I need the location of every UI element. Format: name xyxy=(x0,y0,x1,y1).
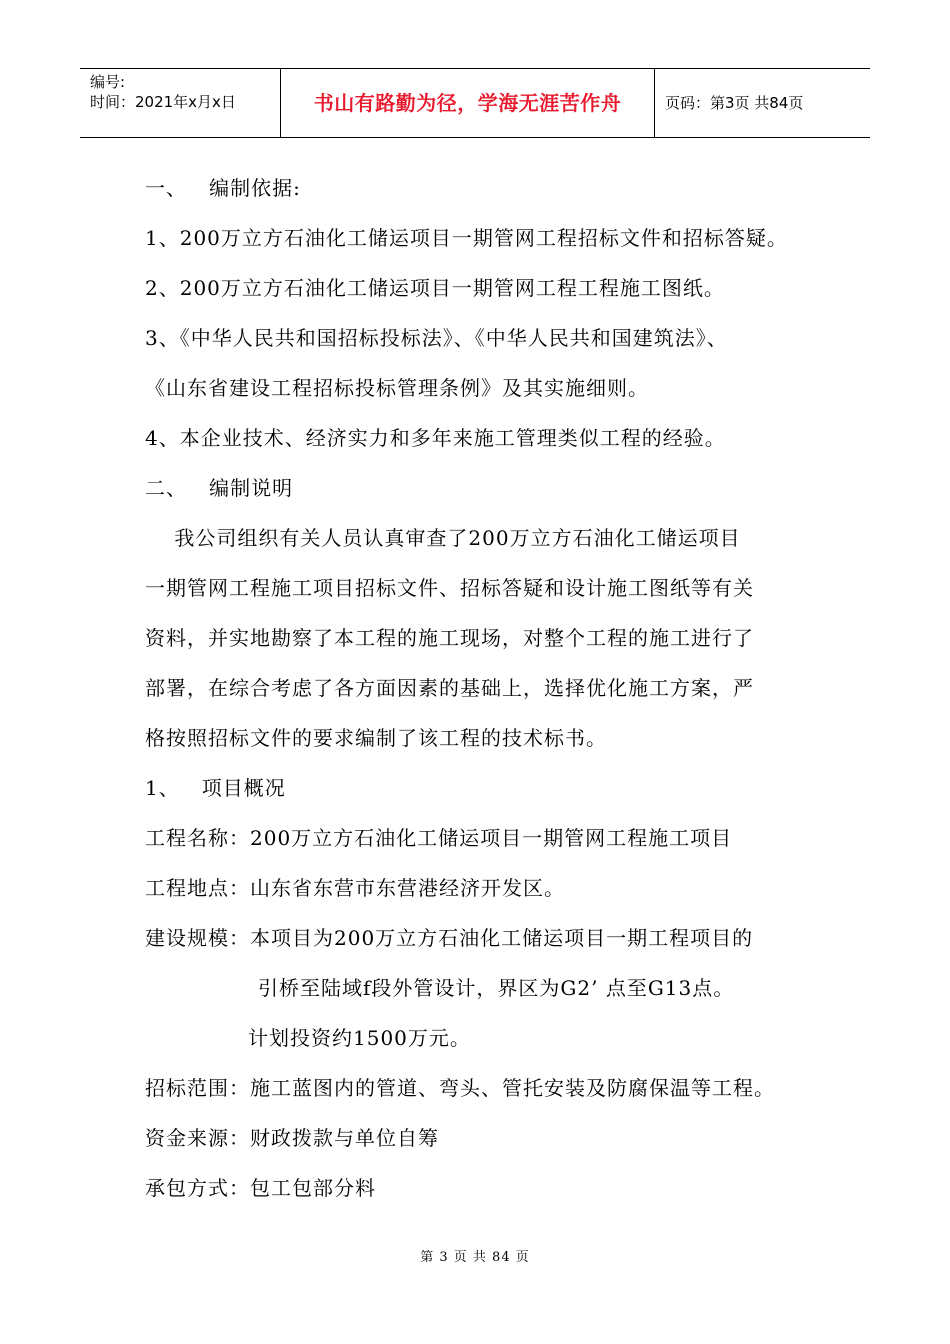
basis-item-3-line-2: 《山东省建设工程招标投标管理条例》及其实施细则。 xyxy=(145,376,649,400)
basis-item-1: 1、200万立方石油化工储运项目一期管网工程招标文件和招标答疑。 xyxy=(145,226,788,250)
project-scale-line-2: 引桥至陆域f段外管设计，界区为G2’ 点至G13点。 xyxy=(258,976,735,1000)
section-heading-overview: 1、 项目概况 xyxy=(145,776,286,800)
header-meta xyxy=(80,69,280,137)
header-page-info: 页码：第3页 共84页 xyxy=(665,94,804,112)
description-line-1: 我公司组织有关人员认真审查了200万立方石油化工储运项目 xyxy=(145,526,741,550)
project-name: 工程名称：200万立方石油化工储运项目一期管网工程施工项目 xyxy=(145,826,733,850)
bid-scope: 招标范围：施工蓝图内的管道、弯头、管托安装及防腐保温等工程。 xyxy=(145,1076,775,1100)
page-footer: 第 3 页 共 84 页 xyxy=(420,1250,530,1265)
basis-item-4: 4、本企业技术、经济实力和多年来施工管理类似工程的经验。 xyxy=(145,426,726,450)
header-slogan: 书山有路勤为径，学海无涯苦作舟 xyxy=(280,69,655,137)
project-location: 工程地点：山东省东营市东营港经济开发区。 xyxy=(145,876,565,900)
project-investment: 计划投资约1500万元。 xyxy=(248,1026,471,1050)
basis-item-3-line-1: 3、《中华人民共和国招标投标法》、《中华人民共和国建筑法》、 xyxy=(145,326,728,350)
section-heading-description: 二、 编制说明 xyxy=(145,476,294,500)
contract-method: 承包方式：包工包部分料 xyxy=(145,1176,376,1200)
description-line-3: 资料，并实地勘察了本工程的施工现场，对整个工程的施工进行了 xyxy=(145,626,754,650)
section-heading-basis: 一、 编制依据: xyxy=(145,176,301,200)
description-line-4: 部署，在综合考虑了各方面因素的基础上，选择优化施工方案，严 xyxy=(145,676,754,700)
basis-item-2: 2、200万立方石油化工储运项目一期管网工程工程施工图纸。 xyxy=(145,276,725,300)
fund-source: 资金来源：财政拨款与单位自筹 xyxy=(145,1126,439,1150)
description-line-5: 格按照招标文件的要求编制了该工程的技术标书。 xyxy=(145,726,607,750)
time-label: 时间：2021年x月x日 xyxy=(90,93,236,111)
description-line-2: 一期管网工程施工项目招标文件、招标答疑和设计施工图纸等有关 xyxy=(145,576,754,600)
number-label: 编号: xyxy=(90,73,126,91)
page-header xyxy=(80,68,870,138)
project-scale-line-1: 建设规模：本项目为200万立方石油化工储运项目一期工程项目的 xyxy=(145,926,754,950)
